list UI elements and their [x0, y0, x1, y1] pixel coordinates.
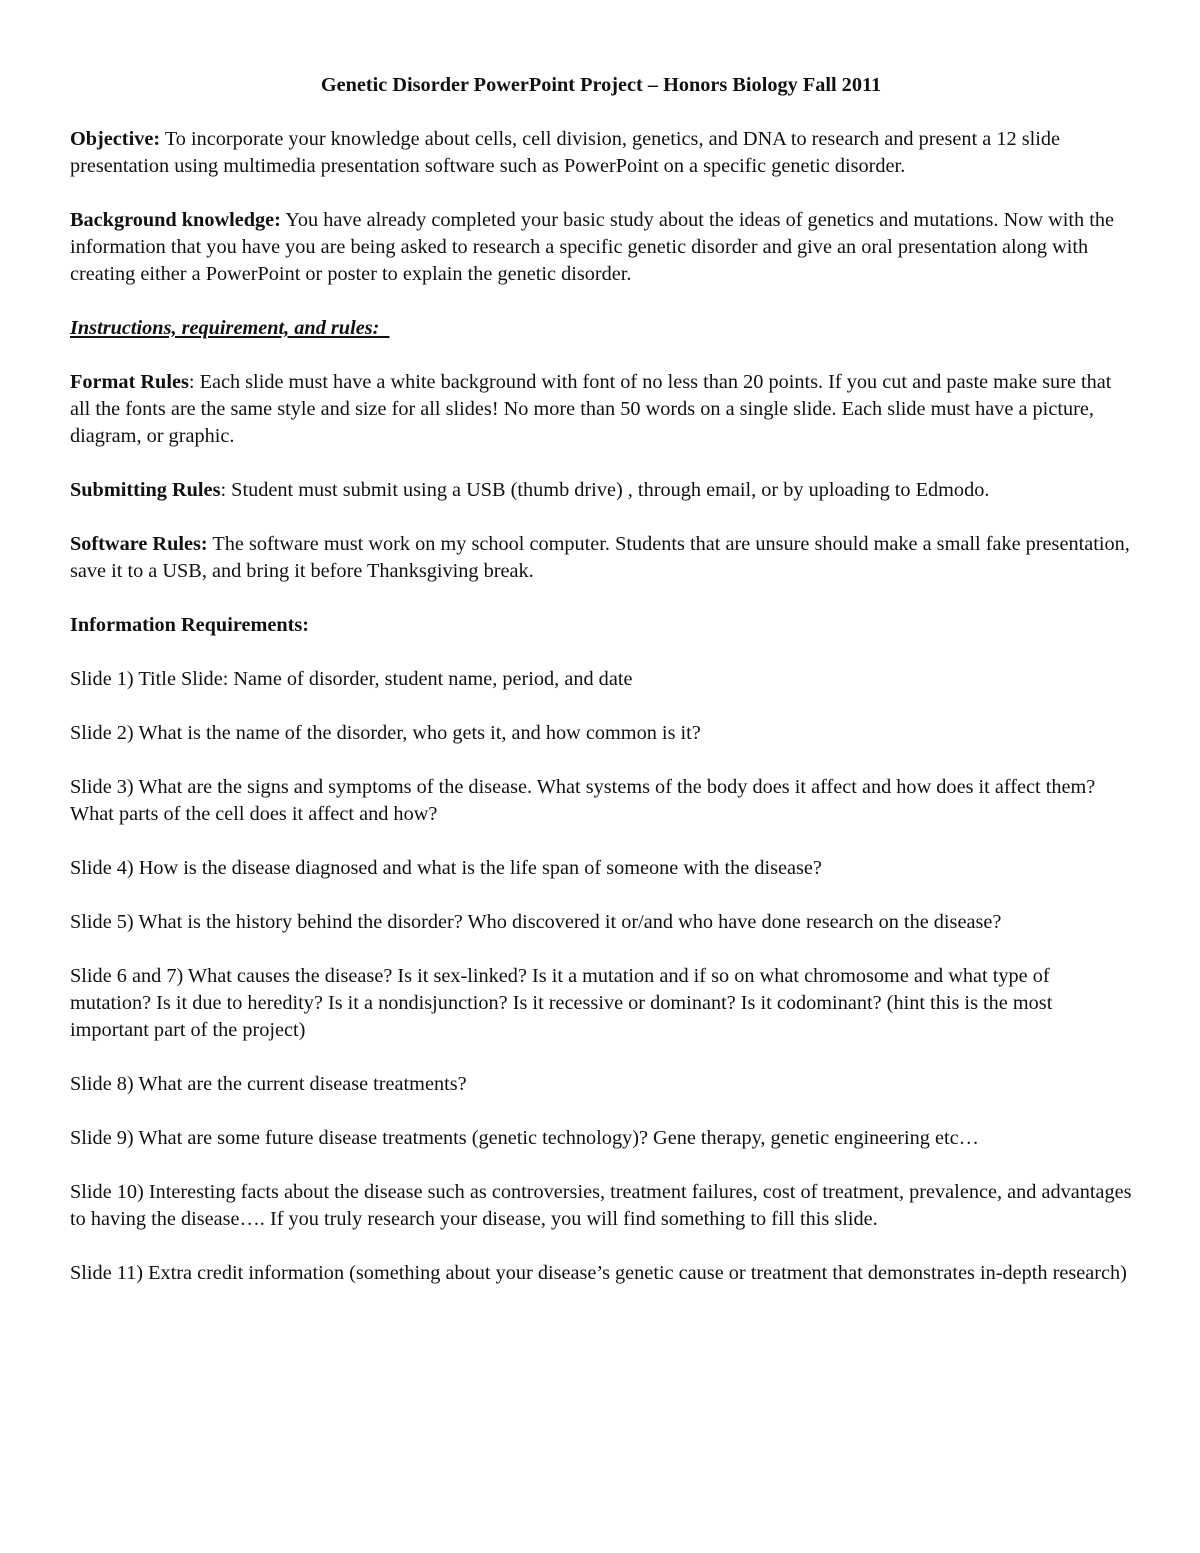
objective-text: To incorporate your knowledge about cells, cell division, genetics, and DNA to research and present a 12 slide presentation using multimedia presentation software such as PowerPoint on a specific genetic disorder.	[70, 128, 1061, 177]
format-rules-paragraph	[70, 369, 1132, 450]
instructions-heading-row	[70, 315, 1132, 342]
software-rules-label: Software Rules:	[70, 533, 208, 555]
objective-label: Objective:	[70, 128, 161, 150]
format-rules-text: : Each slide must have a white background with font of no less than 20 points. If you cut and paste make sure that all the fonts are the same style and size for all slides! No more than 50 words on a single slide. Each slide must have a picture, diagram, or graphic.	[70, 371, 1112, 447]
background-text: You have already completed your basic study about the ideas of genetics and mutations. Now with the information that you have you are being asked to research a specific genetic disorder and give an oral presentation along with creating either a PowerPoint or poster to explain the genetic disorder.	[70, 209, 1114, 285]
slide-requirement: Slide 6 and 7) What causes the disease? Is it sex-linked? Is it a mutation and if so on what chromosome and what type of mutation? Is it due to heredity? Is it a nondisjunction? Is it recessive or dominant? Is it codominant? (hint this is the most important part of the project)	[70, 965, 1053, 1041]
slide-requirement: Slide 5) What is the history behind the disorder? Who discovered it or/and who have done research on the disease?	[70, 911, 1002, 933]
slide-requirement: Slide 11) Extra credit information (something about your disease’s genetic cause or treatment that demonstrates in-depth research)	[70, 1262, 1127, 1284]
slide-requirement: Slide 9) What are some future disease treatments (genetic technology)? Gene therapy, genetic engineering etc…	[70, 1127, 979, 1149]
information-requirements-heading: Information Requirements:	[70, 614, 310, 636]
software-rules-text: The software must work on my school computer. Students that are unsure should make a small fake presentation, save it to a USB, and bring it before Thanksgiving break.	[70, 533, 1130, 582]
submitting-rules-paragraph	[70, 477, 1132, 504]
format-rules-label: Format Rules	[70, 371, 189, 393]
slide-requirement: Slide 10) Interesting facts about the disease such as controversies, treatment failures, cost of treatment, prevalence, and advantages to having the disease…. If you truly research your disease, you will find something to fill this slide.	[70, 1181, 1132, 1230]
document-title: Genetic Disorder PowerPoint Project – Honors Biology Fall 2011	[320, 74, 882, 96]
slide-requirement: Slide 3) What are the signs and symptoms of the disease. What systems of the body does it affect and how does it affect them? What parts of the cell does it affect and how?	[70, 776, 1096, 825]
slide-requirement: Slide 2) What is the name of the disorder, who gets it, and how common is it?	[70, 722, 701, 744]
objective-paragraph	[70, 126, 1132, 180]
software-rules-paragraph	[70, 531, 1132, 585]
slide-requirement: Slide 4) How is the disease diagnosed and what is the life span of someone with the disease?	[70, 857, 822, 879]
background-label: Background knowledge:	[70, 209, 281, 231]
document-page	[70, 72, 1132, 1314]
submitting-rules-text: : Student must submit using a USB (thumb drive) , through email, or by uploading to Edmodo.	[220, 479, 990, 501]
slide-requirement: Slide 8) What are the current disease treatments?	[70, 1073, 467, 1095]
submitting-rules-label: Submitting Rules	[70, 479, 221, 501]
background-paragraph	[70, 207, 1132, 288]
instructions-heading: Instructions, requirement, and rules:	[70, 317, 390, 339]
slide-requirement: Slide 1) Title Slide: Name of disorder, student name, period, and date	[70, 668, 633, 690]
